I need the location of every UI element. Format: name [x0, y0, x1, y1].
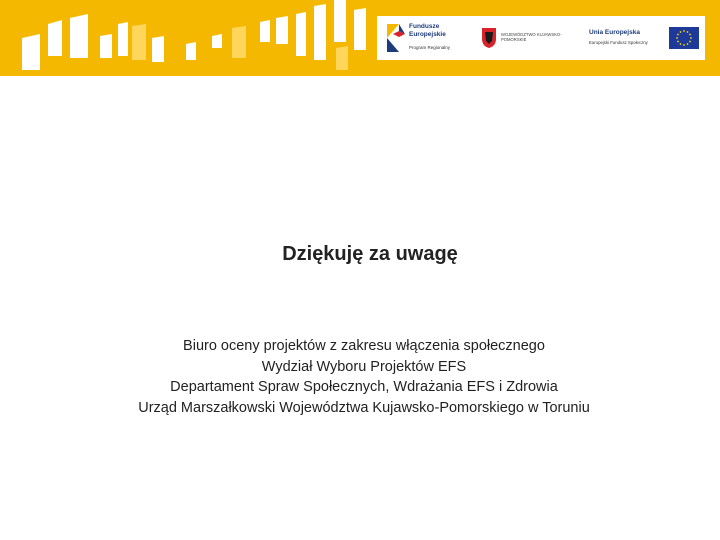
- office-line: Biuro oceny projektów z zakresu włączenia społecznego: [183, 338, 545, 354]
- fundusze-europejskie-logo: [381, 16, 469, 60]
- department-line: Wydział Wyboru Projektów EFS: [261, 358, 467, 375]
- contact-block: [0, 336, 720, 418]
- unia-europejska-logo: [583, 16, 703, 60]
- region-coat-of-arms-icon: [481, 27, 497, 49]
- institution-line: Urząd Marszałkowski Województwa Kujawsko-Pomorskiego w Toruniu: [138, 399, 590, 416]
- ue-subtitle: Europejski Fundusz Społeczny: [589, 40, 648, 45]
- fe-star-icon: [385, 22, 407, 54]
- fundusze-label: Fundusze Europejskie: [409, 23, 446, 38]
- region-label: WOJEWÓDZTWO KUJAWSKO-POMORSKIE: [501, 32, 562, 42]
- division-line: Departament Spraw Społecznych, Wdrażania EFS i Zdrowia: [170, 379, 558, 395]
- fundusze-subtitle: Program Regionalny: [409, 45, 451, 50]
- decorative-pattern: [0, 0, 380, 76]
- eu-flag-icon: [669, 27, 699, 49]
- header-banner: [0, 0, 720, 76]
- ue-label: Unia Europejska: [589, 29, 640, 36]
- region-logo: [477, 16, 577, 60]
- logo-bar: [377, 16, 705, 60]
- slide-title: Dziękuję za uwagę: [282, 243, 458, 265]
